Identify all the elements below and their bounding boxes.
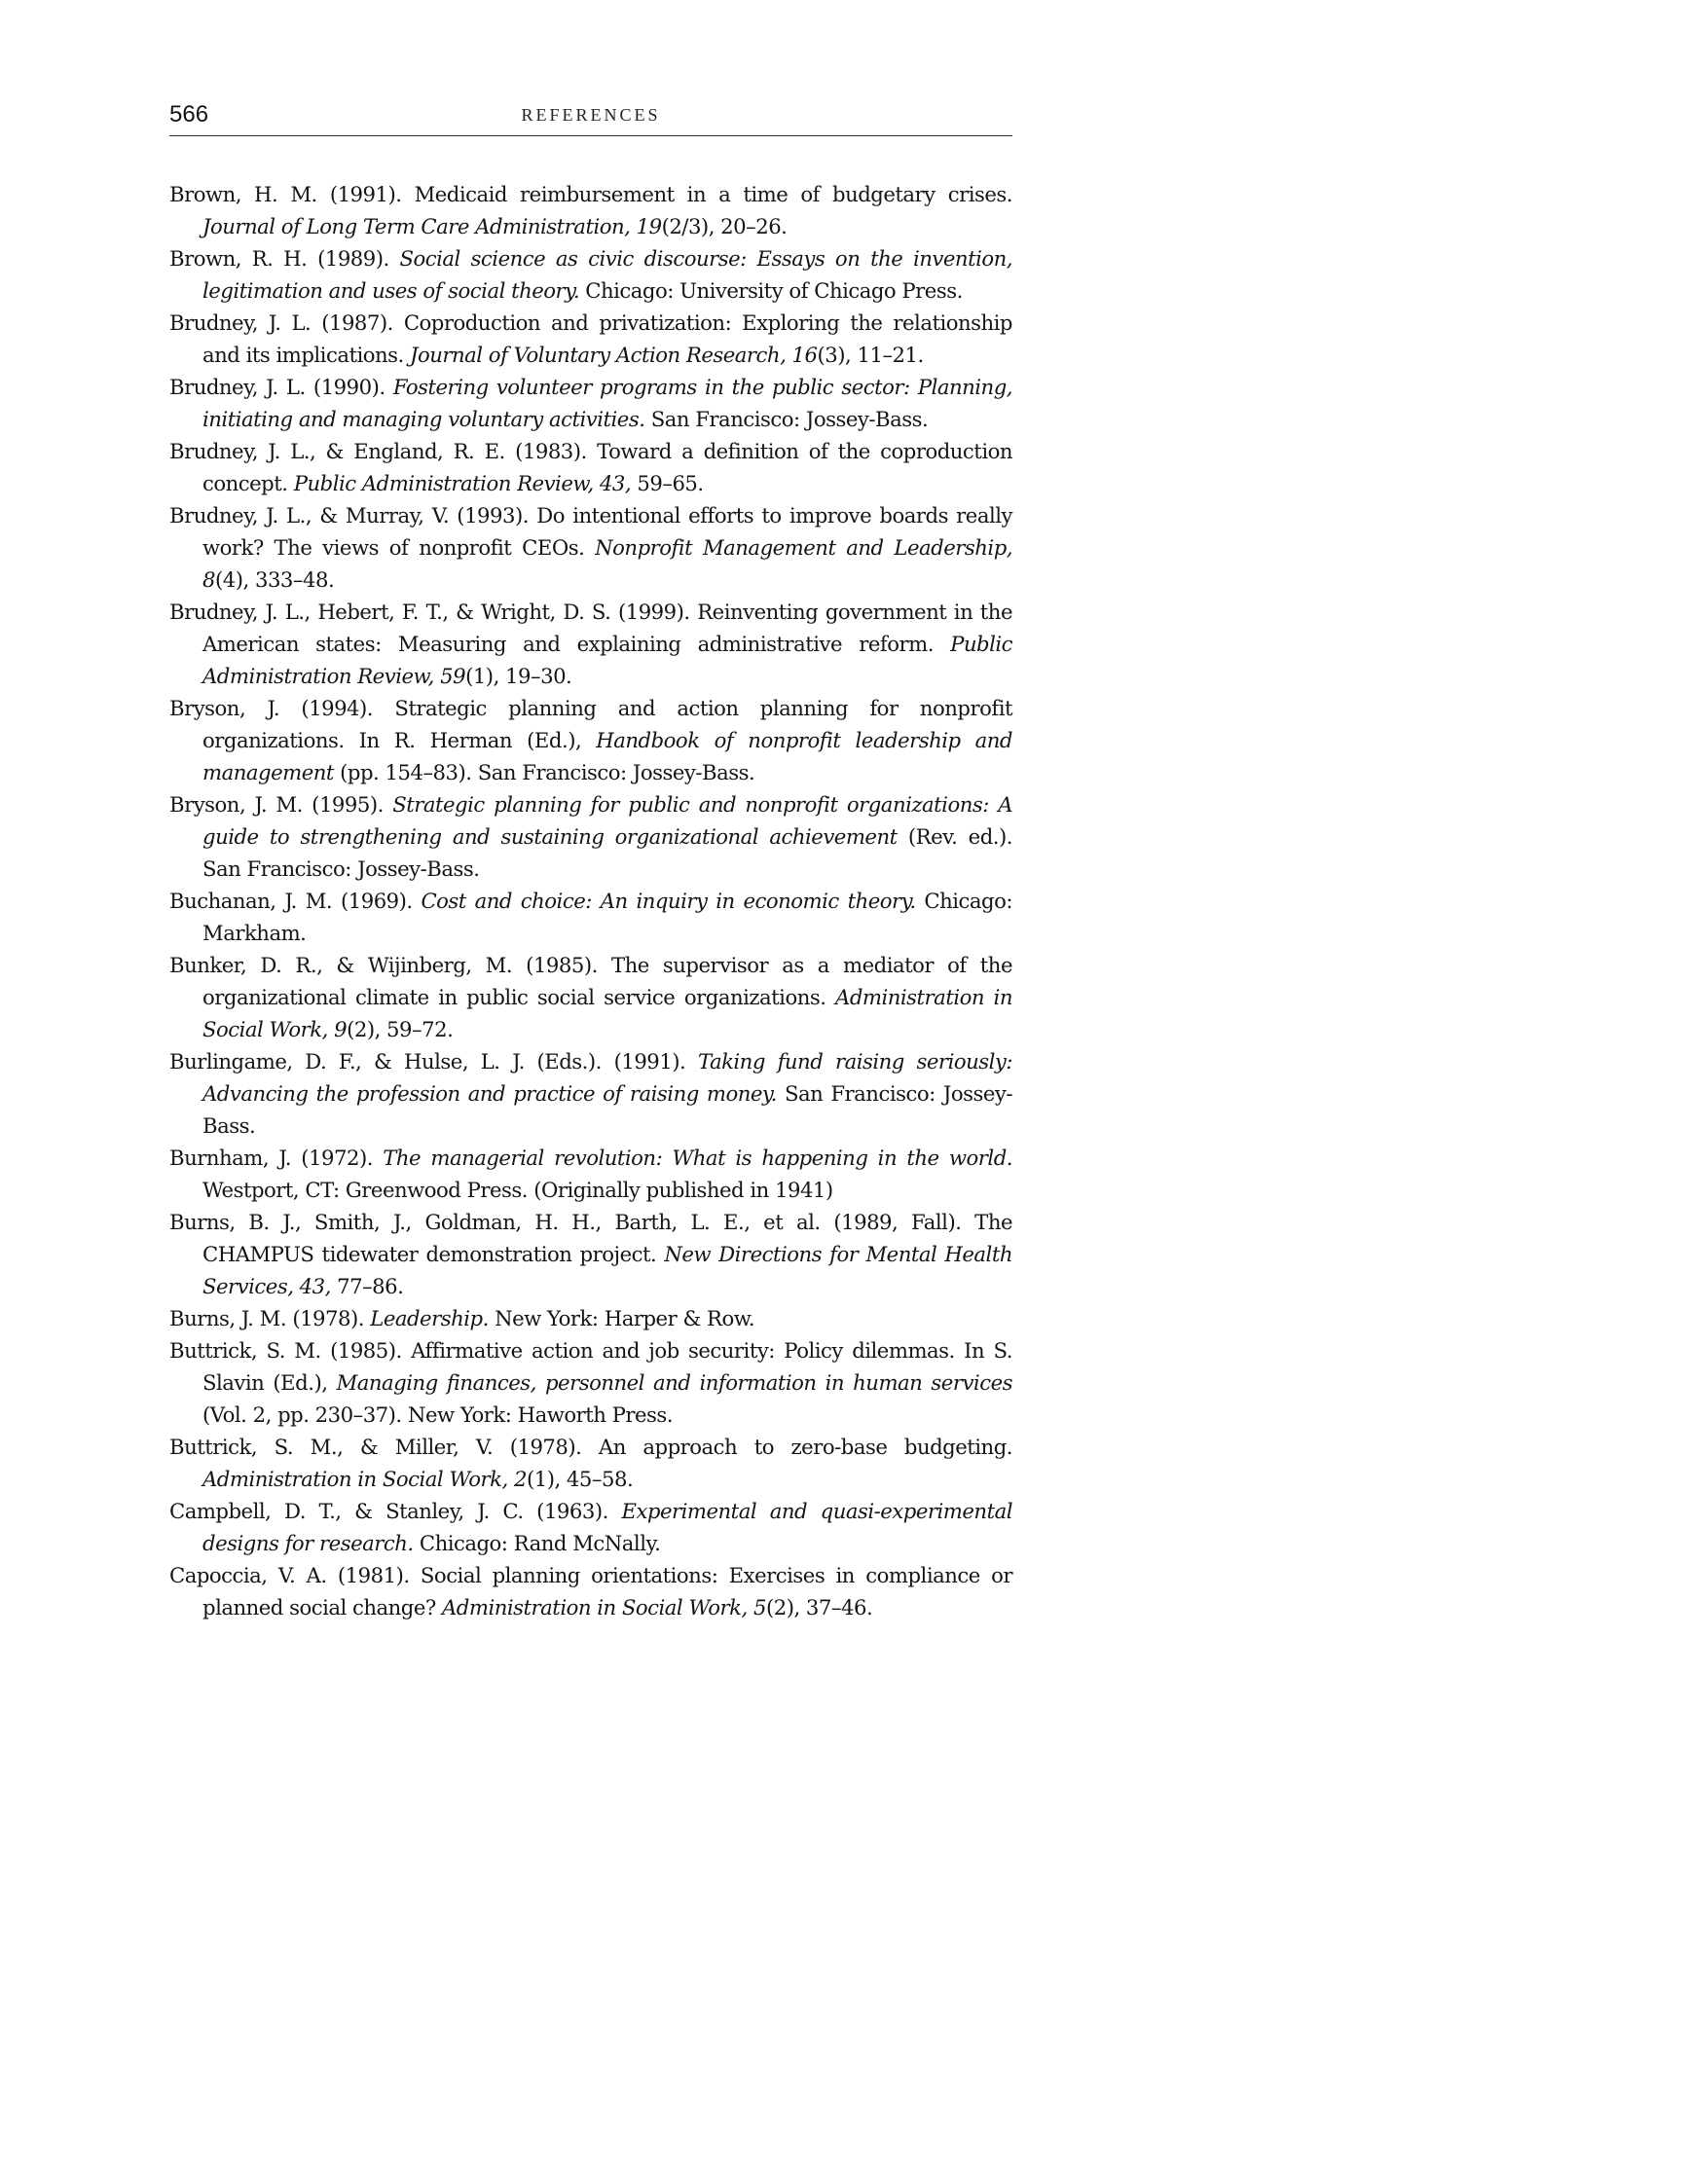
reference-title: Journal of Long Term Care Administration, 19 xyxy=(202,214,662,238)
reference-entry xyxy=(169,307,1012,371)
reference-lead: Burns, B. J., Smith, J., Goldman, H. H., Barth, L. E., et al. (1989, Fall). The CHAMPUS tidewater demonstration project. xyxy=(169,1210,1012,1266)
reference-title: Journal of Voluntary Action Research, 16 xyxy=(410,343,818,367)
reference-list xyxy=(169,178,1012,1623)
reference-title: Public Administration Review, 59 xyxy=(202,632,1012,688)
reference-lead: Capoccia, V. A. (1981). Social planning orientations: Exercises in compliance or planned social change? xyxy=(169,1563,1012,1620)
reference-lead: Bunker, D. R., & Wijinberg, M. (1985). The supervisor as a mediator of the organizational climate in public social service organizations. xyxy=(169,953,1012,1009)
reference-tail: (Rev. ed.). San Francisco: Jossey-Bass. xyxy=(202,824,1012,881)
reference-lead: Buttrick, S. M., & Miller, V. (1978). An approach to zero-base budgeting. xyxy=(169,1435,1012,1459)
reference-lead: Bryson, J. M. (1995). xyxy=(169,792,393,817)
reference-tail: (Vol. 2, pp. 230–37). New York: Haworth Press. xyxy=(202,1402,674,1427)
reference-title: Administration in Social Work, 5 xyxy=(442,1595,766,1620)
reference-tail: Chicago: Rand McNally. xyxy=(413,1531,661,1555)
reference-entry xyxy=(169,1302,1012,1334)
reference-entry xyxy=(169,178,1012,242)
reference-title: Strategic planning for public and nonprofit organizations: A guide to strengthening and sustaining organizational achievement xyxy=(202,792,1012,849)
reference-lead: Brudney, J. L., & Murray, V. (1993). Do intentional efforts to improve boards really work? The views of nonprofit CEOs. xyxy=(169,503,1012,560)
reference-title: Public Administration Review, 43, xyxy=(293,471,632,495)
reference-lead: Brudney, J. L., & England, R. E. (1983). Toward a definition of the coproduction concept. xyxy=(169,439,1012,495)
reference-tail: (2), 37–46. xyxy=(765,1595,873,1620)
reference-tail: San Francisco: Jossey-Bass. xyxy=(644,407,929,431)
reference-entry xyxy=(169,1045,1012,1142)
reference-entry xyxy=(169,1431,1012,1495)
section-title: REFERENCES xyxy=(521,105,661,125)
reference-lead: Burnham, J. (1972). xyxy=(169,1146,384,1170)
reference-entry xyxy=(169,885,1012,949)
reference-entry xyxy=(169,499,1012,596)
reference-tail: Chicago: University of Chicago Press. xyxy=(579,278,963,303)
reference-lead: Buchanan, J. M. (1969). xyxy=(169,889,422,913)
reference-entry xyxy=(169,1142,1012,1206)
reference-lead: Bryson, J. (1994). Strategic planning and action planning for nonprofit organizations. In R. Herman (Ed.), xyxy=(169,696,1012,752)
reference-title: Administration in Social Work, 2 xyxy=(202,1467,527,1491)
reference-tail: (2/3), 20–26. xyxy=(661,214,788,238)
reference-entry xyxy=(169,1559,1012,1623)
reference-title: Taking fund raising seriously: Advancing the profession and practice of raising money. xyxy=(202,1049,1013,1106)
running-head xyxy=(169,97,1012,136)
reference-entry xyxy=(169,1495,1012,1559)
reference-tail: Westport, CT: Greenwood Press. (Originally published in 1941) xyxy=(202,1178,833,1202)
reference-tail: 77–86. xyxy=(330,1274,404,1298)
reference-entry xyxy=(169,371,1012,435)
reference-title: Social science as civic discourse: Essays on the invention, legitimation and uses of social theory. xyxy=(202,246,1013,303)
reference-tail: (pp. 154–83). San Francisco: Jossey-Bass. xyxy=(333,760,755,784)
reference-tail: (2), 59–72. xyxy=(347,1017,454,1041)
reference-lead: Brown, R. H. (1989). xyxy=(169,246,400,271)
reference-entry xyxy=(169,788,1012,885)
reference-entry xyxy=(169,1206,1012,1302)
reference-tail: (1), 45–58. xyxy=(526,1467,634,1491)
reference-tail: (1), 19–30. xyxy=(465,664,572,688)
reference-tail: San Francisco: Jossey-Bass. xyxy=(202,1081,1012,1138)
reference-title: Handbook of nonprofit leadership and management xyxy=(202,728,1012,784)
reference-title: The managerial revolution: What is happening in the world. xyxy=(383,1146,1012,1170)
reference-title: Leadership. xyxy=(370,1306,489,1330)
reference-title: Administration in Social Work, 9 xyxy=(202,985,1012,1041)
reference-entry xyxy=(169,435,1012,499)
reference-entry xyxy=(169,596,1012,692)
reference-title: Managing finances, personnel and information in human services xyxy=(336,1370,1012,1395)
reference-tail: Chicago: Markham. xyxy=(202,889,1012,945)
reference-lead: Buttrick, S. M. (1985). Affirmative action and job security: Policy dilemmas. In S. Slavin (Ed.), xyxy=(169,1338,1012,1395)
reference-lead: Burlingame, D. F., & Hulse, L. J. (Eds.). (1991). xyxy=(169,1049,698,1074)
reference-tail: 59–65. xyxy=(631,471,704,495)
reference-title: Experimental and quasi-experimental designs for research. xyxy=(202,1499,1012,1555)
reference-entry xyxy=(169,242,1012,307)
reference-title: New Directions for Mental Health Services, 43, xyxy=(202,1242,1012,1298)
reference-lead: Campbell, D. T., & Stanley, J. C. (1963). xyxy=(169,1499,622,1523)
page-number: 566 xyxy=(169,101,209,127)
reference-lead: Brudney, J. L. (1987). Coproduction and privatization: Exploring the relationship and its implications. xyxy=(169,310,1012,367)
reference-lead: Brown, H. M. (1991). Medicaid reimbursement in a time of budgetary crises. xyxy=(169,182,1012,206)
reference-tail: (4), 333–48. xyxy=(214,567,335,592)
reference-title: Cost and choice: An inquiry in economic theory. xyxy=(421,889,916,913)
reference-lead: Burns, J. M. (1978). xyxy=(169,1306,371,1330)
reference-title: Nonprofit Management and Leadership, 8 xyxy=(202,535,1012,592)
reference-tail: New York: Harper & Row. xyxy=(488,1306,755,1330)
reference-tail: (3), 11–21. xyxy=(817,343,924,367)
header-rule xyxy=(169,135,1012,136)
reference-entry xyxy=(169,949,1012,1045)
reference-entry xyxy=(169,692,1012,788)
reference-entry xyxy=(169,1334,1012,1431)
reference-title: Fostering volunteer programs in the public sector: Planning, initiating and managing voluntary activities. xyxy=(202,375,1013,431)
reference-lead: Brudney, J. L. (1990). xyxy=(169,375,393,399)
reference-lead: Brudney, J. L., Hebert, F. T., & Wright, D. S. (1999). Reinventing government in the American states: Measuring and explaining administrative reform. xyxy=(169,600,1012,656)
